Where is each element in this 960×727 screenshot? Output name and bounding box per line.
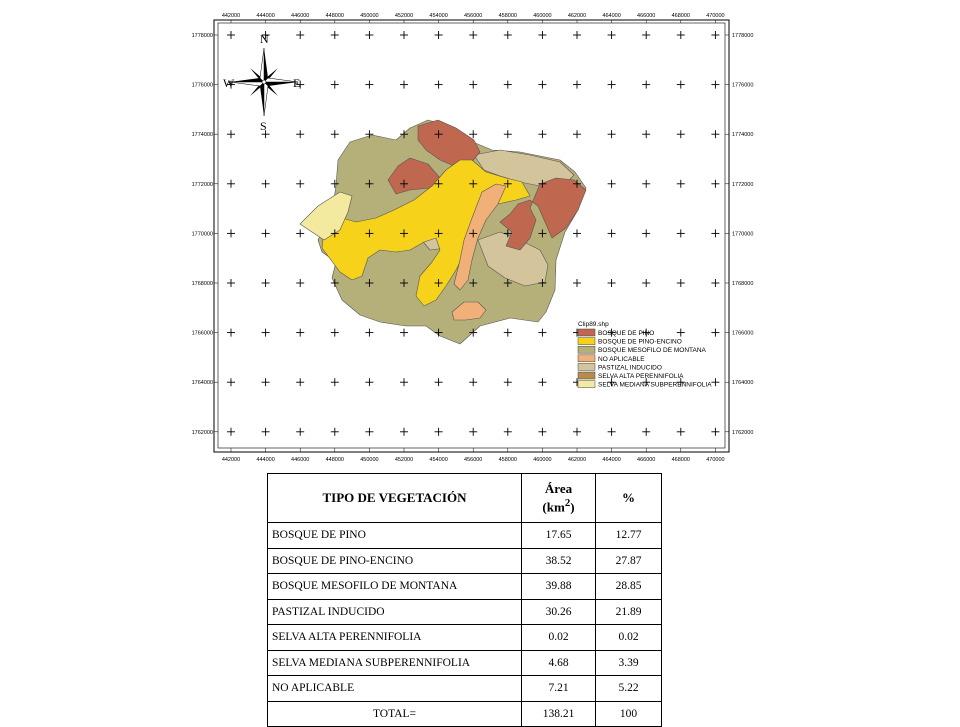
x-tick-label: 468000	[671, 457, 690, 463]
x-tick-label: 458000	[498, 457, 517, 463]
table-row	[268, 574, 662, 600]
y-tick-label: 1772000	[191, 181, 213, 188]
compass-e: E	[293, 76, 301, 90]
legend-item	[578, 346, 707, 354]
y-tick-label: 1774000	[732, 132, 754, 139]
row-tipo: BOSQUE DE PINO-ENCINO	[268, 548, 522, 574]
row-pct: 27.87	[596, 548, 662, 574]
header-area-sup: 2	[564, 496, 571, 509]
compass-w: W	[223, 76, 235, 90]
row-area: 4.68	[522, 650, 596, 676]
row-tipo: SELVA ALTA PERENNIFOLIA	[268, 625, 522, 651]
x-tick-label: 470000	[706, 13, 725, 19]
x-tick-label: 462000	[567, 13, 587, 19]
row-tipo: NO APLICABLE	[268, 676, 522, 702]
x-tick-label: 460000	[533, 457, 552, 463]
legend-label: BOSQUE MESOFILO DE MONTANA	[598, 347, 706, 355]
table-header-row	[268, 474, 662, 523]
row-area: 30.26	[522, 599, 596, 625]
y-tick-label: 1770000	[732, 231, 754, 238]
y-tick-label: 1764000	[732, 380, 754, 387]
legend-label: PASTIZAL INDUCIDO	[598, 364, 662, 372]
table-row	[268, 548, 662, 574]
legend-swatch	[578, 329, 595, 336]
y-tick-label: 1774000	[191, 132, 213, 139]
x-tick-label: 466000	[637, 13, 656, 19]
row-area: 17.65	[522, 523, 596, 549]
row-tipo: BOSQUE MESOFILO DE MONTANA	[268, 574, 522, 600]
x-tick-label: 464000	[602, 457, 621, 463]
compass-n: N	[260, 32, 269, 46]
total-pct: 100	[596, 701, 662, 727]
x-tick-label: 442000	[221, 13, 241, 19]
row-tipo: BOSQUE DE PINO	[268, 523, 522, 549]
row-pct: 28.85	[596, 574, 662, 600]
x-tick-label: 458000	[498, 13, 517, 19]
row-area: 38.52	[522, 548, 596, 574]
table-total-row	[268, 701, 662, 727]
x-tick-label: 448000	[325, 13, 344, 19]
header-tipo: TIPO DE VEGETACIÓN	[268, 474, 522, 523]
header-area-unit: (km	[542, 499, 565, 515]
legend-title: Clip89.shp	[578, 321, 609, 328]
row-pct: 21.89	[596, 599, 662, 625]
legend-label: BOSQUE DE PINO	[598, 330, 655, 337]
y-tick-label: 1778000	[732, 33, 754, 39]
x-tick-label: 456000	[464, 13, 483, 19]
y-tick-label: 1762000	[191, 429, 213, 436]
legend-label: BOSQUE DE PINO-ENCINO	[598, 338, 682, 346]
legend-label: SELVA MEDIANA SUBPERENNIFOLIA	[598, 381, 712, 389]
row-area: 0.02	[522, 625, 596, 651]
y-tick-label: 1778000	[191, 33, 213, 39]
y-tick-label: 1770000	[191, 231, 213, 238]
x-tick-label: 446000	[291, 13, 310, 19]
x-tick-label: 448000	[325, 457, 344, 463]
x-tick-label: 464000	[602, 13, 621, 19]
legend-swatch	[578, 372, 595, 379]
legend-item	[578, 381, 712, 389]
x-tick-label: 456000	[464, 457, 483, 463]
x-tick-label: 460000	[533, 13, 552, 19]
table-row	[268, 650, 662, 676]
x-tick-label: 466000	[637, 457, 656, 463]
total-area: 138.21	[522, 701, 596, 727]
x-tick-label: 444000	[256, 13, 275, 19]
x-tick-label: 468000	[671, 13, 690, 19]
legend-swatch	[578, 363, 595, 370]
row-tipo: PASTIZAL INDUCIDO	[268, 599, 522, 625]
x-tick-label: 470000	[706, 457, 725, 463]
table-row	[268, 625, 662, 651]
x-tick-label: 452000	[394, 13, 414, 19]
legend-item	[578, 372, 684, 380]
legend-label: SELVA ALTA PERENNIFOLIA	[598, 373, 684, 380]
y-tick-label: 1768000	[732, 281, 754, 287]
legend-label: NO APLICABLE	[598, 355, 645, 363]
x-tick-label: 444000	[256, 457, 275, 463]
y-tick-label: 1772000	[732, 181, 754, 188]
row-area: 7.21	[522, 676, 596, 702]
row-pct: 12.77	[596, 523, 662, 549]
header-pct: %	[596, 474, 662, 523]
row-pct: 3.39	[596, 650, 662, 676]
y-tick-label: 1776000	[732, 82, 754, 89]
legend-item	[578, 329, 654, 337]
y-tick-label: 1764000	[191, 380, 213, 387]
y-tick-label: 1766000	[732, 330, 754, 337]
table-row	[268, 523, 662, 549]
x-tick-label: 452000	[394, 457, 414, 463]
row-area: 39.88	[522, 574, 596, 600]
header-area	[522, 474, 596, 523]
legend-swatch	[578, 338, 595, 345]
header-area-label: Área	[544, 480, 573, 496]
y-tick-label: 1762000	[732, 429, 754, 436]
legend-swatch	[578, 381, 595, 388]
total-label: TOTAL=	[268, 701, 522, 727]
x-tick-label: 454000	[429, 457, 448, 463]
x-tick-label: 462000	[567, 457, 587, 463]
vegetation-table	[267, 473, 662, 727]
legend-item	[578, 363, 662, 371]
x-tick-label: 450000	[360, 457, 379, 463]
y-tick-label: 1766000	[191, 330, 213, 337]
row-pct: 0.02	[596, 625, 662, 651]
row-pct: 5.22	[596, 676, 662, 702]
y-tick-label: 1768000	[191, 281, 213, 287]
x-tick-label: 454000	[429, 13, 448, 19]
legend-item	[578, 338, 682, 346]
legend-swatch	[578, 355, 595, 362]
legend-swatch	[578, 346, 595, 353]
x-tick-label: 442000	[221, 457, 241, 463]
header-area-close: )	[570, 499, 575, 515]
y-tick-label: 1776000	[191, 82, 213, 89]
x-tick-label: 446000	[291, 457, 310, 463]
x-tick-label: 450000	[360, 13, 379, 19]
table-row	[268, 676, 662, 702]
table-row	[268, 599, 662, 625]
compass-s: S	[260, 119, 267, 133]
row-tipo: SELVA MEDIANA SUBPERENNIFOLIA	[268, 650, 522, 676]
legend-item	[578, 355, 645, 363]
